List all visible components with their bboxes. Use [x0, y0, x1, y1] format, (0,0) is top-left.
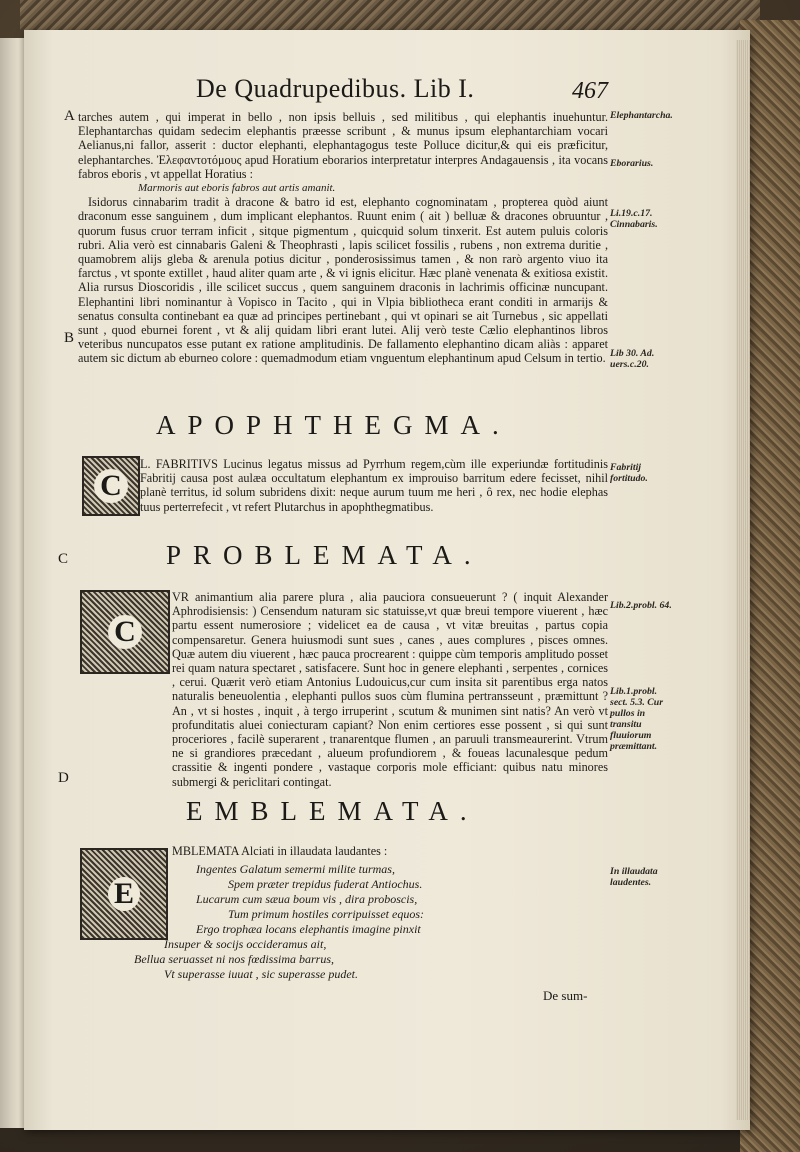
emblem-verse-line: Ergo trophæa locans elephantis imagine pinxit — [196, 922, 421, 936]
emblem-verse-line: Spem præter trepidus fuderat Antiochus. — [228, 877, 423, 891]
paragraph-problemata — [78, 590, 608, 789]
initial-letter: C — [108, 615, 142, 649]
emblem-verse-line: Ingentes Galatum semermi milite turmas, — [196, 862, 395, 876]
emblem-verse-line: Bellua seruasset ni nos fœdissima barrus, — [134, 952, 335, 966]
section-letter-a: A — [64, 108, 75, 124]
heading-apophthegma: APOPHTHEGMA. — [156, 410, 511, 440]
heading-emblemata: EMBLEMATA. — [186, 796, 479, 826]
margin-note: Li.19.c.17. Cinnabaris. — [610, 208, 658, 230]
margin-note: In illaudata laudentes. — [610, 866, 658, 888]
catchword: De sum- — [543, 988, 588, 1003]
page-number: 467 — [572, 78, 608, 104]
section-letter-d: D — [58, 770, 69, 786]
margin-note: Eborarius. — [610, 158, 654, 169]
paragraph-text: VR animantium alia parere plura , alia pauciora consueuerunt ? ( inquit Alexander Aphrodisiensis: ) Censendum naturam sic statuisse,vt quæ breui tempore viuerent , hæc partu essent numerosiore ; videlicet ea de causa , vt vitæ breuitas , partus copia compensaretur. Genera huiusmodi sunt sues , canes , aues complures , pisces omnes. Quæ autem diu viuerent , hæc pauca procrearent : quippe cùm temporis amplitudo posset rei quam natura spectaret , satisfacere. Sunt hoc in genere elephanti , serpentes , cornices , cerui. Quærit verò etiam Antonius Ludouicus,cur cum insita sit parentibus erga natos naturalis beneuolentia , elephanti pullos suos cùm flumina pertransseunt , præmittunt ? An , vt si hostes , inquit , à tergo irruperint , scutum & munimen sint natis? An verò vt profunditatis aluei coniecturam capiant? Non enim certiores esse possent , si qui sunt proceriores , facilè superarent , tranarentque flumen , an paruuli transmeaurerint. Vtrum ne si grandiores præcedant , alueum profundiorem , & foueas lacunalesque pedum crassitie & ingenti pondere , vastaque corporis mole efficiant: quibus natu minores submergi & periclitari contingat. — [172, 590, 608, 789]
facing-page-edge — [0, 38, 26, 1128]
emblem-verse-line: Insuper & socijs occideramus ait, — [164, 937, 327, 951]
emblemata-intro — [172, 844, 602, 858]
margin-note: Lib.1.probl. sect. 5.3. Cur pullos in transitu fluuiorum præmittant. — [610, 686, 664, 752]
paragraph-text: MBLEMATA Alciati in illaudata laudantes : — [172, 844, 388, 858]
initial-letter: E — [108, 877, 140, 911]
paragraph-elephantarches — [78, 110, 608, 366]
margin-note: Fabritij fortitudo. — [610, 462, 648, 484]
emblem-verse-line: Lucarum cum sæua boum vis , dira proboscis, — [196, 892, 418, 906]
heading-problemata: PROBLEMATA. — [166, 540, 483, 570]
paragraph-text: Isidorus cinnabarim tradit à dracone & batro id est, elephanto cognominatam , propterea quòd aiunt draconum esse sanguinem , dum implicant elephantos. Ruunt enim ( ait ) belluæ & dracones obruuntur , quorum fusus cruor terram inficit , sitque pigmentum , quicquid solum tinxerit. Est autem puluis coloris rubri. Alia verò est cinnabaris Galeni & Theophrasti , lapis scilicet fossilis , rubens , non extrema duritie , quamobrem alijs gleba & arenula potius dicitur , ponderosissimus tamen , & non rarò argento viuo ita farctus , vt sponte extillet , haud aliter quam arte , & vi ignis elicitur. Hæc planè venenata & exitiosa existit. Alia rursus Dioscoridis , ille scilicet succus , quem sanguinem draconis in lachrimis officinæ nuncupant. Elephantini libri nominantur à Vopisco in Tacito , qui in Vlpia bibliotheca erant conditi in armarijs & senatus consulta continebant ea quæ ad principes pertinebant , qui vt opinari se ait Turnebus , sic appellati sunt , quod eburnei forent , vt & alij quidam libri erant lutei. Alij verò teste Cælio elephantinos libros veteribus nuncupatos esse putant ex ratione amplitudinis. De fallamento elephantino dicam aliàs : apparet autem sic dictum ab eburneo colore : quemadmodum etiam vnguentum elephantinum apud Celsum in tertio. — [78, 195, 608, 366]
initial-letter: C — [94, 469, 128, 503]
running-header: De Quadrupedibus. Lib I. — [196, 74, 475, 103]
paragraph-text: L. FABRITIVS Lucinus legatus missus ad Pyrrhum regem,cùm ille experiundæ fortitudinis Fabritij causa post aulæa occultatum elephantum ex improuiso barritum edere fecisset, nihil planè territus, id solum subridens dixit: neque aurum tuum me heri , ô rex, nec hodie elephas tuus perterrefecit , vt refert Plutarchus in apophthegmatibus. — [140, 457, 608, 514]
book-cover-top-edge — [20, 0, 760, 30]
margin-note: Lib.2.probl. 64. — [610, 600, 672, 611]
emblem-verse-line: Vt superasse iuuat , sic superasse pudet. — [164, 967, 358, 981]
paragraph-text: tarches autem , qui imperat in bello , non ipsis belluis , sed militibus , qui elephantis inuehuntur. Elephantarchas quidam sedecim elephantis præesse scribunt , & munus ipsum elephantarchiam vocari Aelianus,ni fallor, asserit : ductor elephanti, elephantagogus teste Polluce dicitur,& qui eis præficitur, elephantarches. Ἐλεφαντοτόμους apud Horatium eborarios interpretatur interpres Andagauensis , ita vocans fabros eboris , vt appellat Horatius : — [78, 110, 608, 181]
paragraph-apophthegma — [78, 457, 608, 514]
margin-note: Elephantarcha. — [610, 110, 673, 121]
margin-note: Lib 30. Ad. uers.c.20. — [610, 348, 655, 370]
page-stack-edge — [736, 40, 750, 1120]
section-letter-b: B — [64, 330, 75, 346]
emblem-verse-line: Tum primum hostiles corripuisset equos: — [228, 907, 425, 921]
section-letter-c: C — [58, 551, 69, 567]
decorated-initial-e — [80, 848, 168, 940]
horace-verse: Marmoris aut eboris fabros aut artis amanit. — [138, 182, 336, 195]
